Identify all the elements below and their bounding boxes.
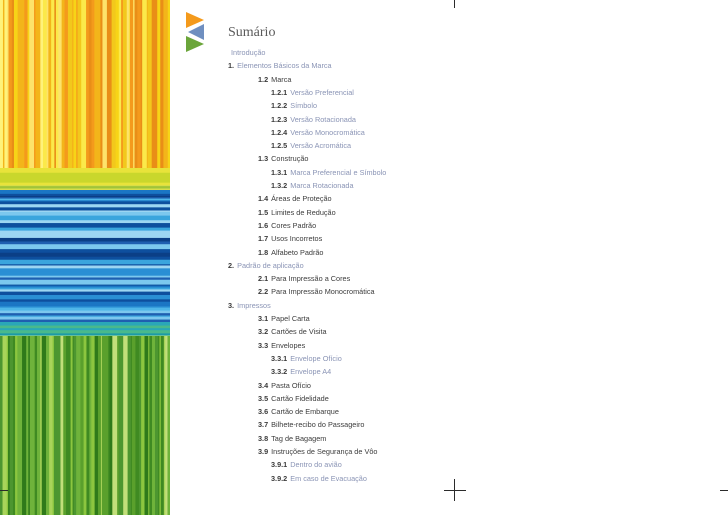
stripe [168,0,170,175]
stripe [0,235,170,239]
toc-entry[interactable] [258,394,329,403]
toc-entry-number: 3.3 [258,340,269,350]
toc-entry-label: Tag de Bagagem [271,433,327,443]
brand-logo-icon [184,10,206,52]
stripe [56,336,61,515]
stripe [46,336,50,515]
toc-entry-number: 1.2.2 [271,101,288,111]
toc-entry-number: 1.3 [258,154,269,164]
table-of-contents [228,24,548,483]
toc-entry-number: 3.4 [258,380,269,390]
toc-entry[interactable] [258,327,327,336]
stripe [9,0,13,175]
toc-entry[interactable] [228,261,304,270]
stripe [49,336,53,515]
stripe [68,0,73,175]
stripe [0,308,170,311]
stripe [0,228,170,231]
toc-entry[interactable] [271,168,386,177]
toc-entry-label: Pasta Ofício [271,380,311,390]
toc-entry[interactable] [258,274,350,283]
toc-entry[interactable] [271,367,331,376]
stripe [0,223,170,228]
stripe [0,231,170,236]
stripe [29,0,34,175]
toc-entry-label: Alfabeto Padrão [271,247,324,257]
stripe [76,336,81,515]
toc-entry-label: Construção [271,154,309,164]
stripe [17,336,22,515]
toc-entry-number: 1.3.2 [271,181,288,190]
stripe [86,336,89,515]
stripe [10,336,14,515]
stripe [148,0,152,175]
toc-entry-label: Versão Acromática [290,141,352,151]
stripe [0,207,170,211]
toc-entry-number: 3.9.2 [271,473,288,483]
toc-entry-label: Para Impressão a Cores [271,274,351,284]
stripe [0,244,170,249]
toc-entry-label: Marca Rotacionada [290,181,354,190]
stripe [123,336,128,515]
stripe [42,336,47,515]
stripe [22,336,27,515]
toc-entry[interactable] [258,248,324,257]
toc-entry-label: Introdução [231,48,266,57]
toc-entry[interactable] [258,221,316,230]
stripe [24,0,28,175]
stripe [66,336,71,515]
crop-mark [444,490,466,491]
stripe [102,336,105,515]
toc-entry-label: Marca Preferencial e Símbolo [290,167,387,177]
toc-entry-number: 3.3.1 [271,353,288,363]
stripe [0,260,170,265]
toc-entry[interactable] [228,48,265,57]
toc-entry[interactable] [258,434,326,443]
toc-entry-number: 1.3.1 [271,167,288,177]
stripe [98,336,101,515]
toc-entry-label: Marca [271,74,292,84]
stripe [3,336,8,515]
toc-entry[interactable] [271,181,354,190]
stripe [18,0,21,175]
toc-entry-label: Envelopes [271,340,306,350]
toc-entry-number: 1.8 [258,247,269,257]
stripe [43,0,47,175]
stripe [0,0,3,175]
toc-entry[interactable] [258,420,364,429]
toc-entry-label: Instruções de Segurança de Vôo [271,447,378,456]
toc-entry-number: 3.2 [258,327,269,337]
toc-entry[interactable] [258,75,291,84]
stripe [145,336,149,515]
toc-entry[interactable] [258,341,305,350]
stripe [0,268,170,272]
toc-entry-number: 2.1 [258,274,269,284]
toc-entry[interactable] [258,208,336,217]
toc-entry[interactable] [258,287,375,296]
crop-mark [454,479,455,501]
toc-entry-label: Versão Preferencial [290,87,354,97]
stripe [0,173,170,177]
toc-entry-label: Versão Monocromática [290,127,365,137]
stripe [62,0,65,175]
stripe [95,336,99,515]
stripe [119,336,124,515]
logo-blue-triangle-icon [188,24,204,40]
toc-entry-number: 3.1 [258,314,269,323]
toc-entry-number: 1.4 [258,194,269,204]
toc-entry-label: Áreas de Proteção [271,194,332,204]
toc-entry-label: Símbolo [290,101,318,111]
stripe [0,265,170,268]
crop-mark [454,0,455,8]
toc-entry[interactable] [228,301,271,310]
stripe [96,0,100,175]
stripe [51,0,55,175]
stripe [81,0,86,175]
toc-entry-number: 1.2 [258,74,269,84]
toc-entry-label: Impressos [237,300,271,310]
stripe [132,336,136,515]
toc-entry-label: Cores Padrão [271,220,317,230]
toc-entry[interactable] [271,354,342,363]
stripe [30,336,35,515]
toc-entry-number: 1.2.3 [271,114,288,124]
stripe [130,0,134,175]
toc-entry[interactable] [271,141,351,150]
toc-entry-number: 3.9 [258,447,269,456]
stripe [0,212,170,216]
stripe [21,0,25,175]
toc-entry-label: Limites de Redução [271,207,336,217]
toc-entry-label: Padrão de aplicação [237,260,304,270]
toc-entry-number: 2.2 [258,287,269,297]
toc-entry[interactable] [258,381,311,390]
toc-entry[interactable] [228,61,332,70]
toc-entry-number: 2. [228,260,235,270]
stripe [152,336,155,515]
stripe [128,336,132,515]
toc-entry-number: 1. [228,61,235,71]
toc-entry-number: 1.6 [258,220,269,230]
stripe [0,295,170,300]
stripe [123,0,127,175]
crop-mark [720,490,728,491]
toc-entry-number: 1.7 [258,234,269,244]
toc-entry[interactable] [258,234,322,243]
toc-entry-label: Papel Carta [271,314,310,323]
stripe [0,280,170,285]
toc-entry[interactable] [258,447,377,456]
stripe [0,257,170,261]
toc-entry-number: 1.2.5 [271,141,288,151]
toc-entry-label: Cartão de Embarque [271,407,339,417]
toc-entry[interactable] [258,314,310,323]
page-title: Sumário [228,25,276,40]
toc-entry-label: Bilhete-recibo do Passageiro [271,420,365,430]
stripe [152,0,156,175]
toc-entry-number: 1.2.4 [271,127,288,137]
toc-entry[interactable] [258,407,339,416]
toc-entry[interactable] [271,115,356,124]
stripe [102,0,107,175]
stripe [36,0,41,175]
stripe [37,336,41,515]
stripe [112,336,117,515]
stripe [163,0,168,175]
stripe [107,0,112,175]
toc-entry-number: 1.2.1 [271,87,288,97]
toc-entry[interactable] [258,154,308,163]
toc-entry-label: Envelope A4 [290,367,332,377]
toc-entry[interactable] [271,88,354,97]
stripe [0,178,170,181]
stripe [142,0,147,175]
stripe [65,0,69,175]
stripe [78,0,82,175]
stripe [112,0,116,175]
stripe [141,336,145,515]
toc-entry-number: 3.7 [258,420,269,430]
stripe [167,336,170,515]
stripe [0,292,170,296]
stripe [14,0,18,175]
toc-entry[interactable] [258,194,332,203]
toc-entry[interactable] [271,474,367,483]
toc-entry-label: Dentro do avião [290,460,342,470]
stripe [116,0,120,175]
stripe [0,249,170,253]
stripe [105,336,109,515]
stripe [0,330,170,334]
stripe [0,238,170,242]
decorative-stripes-panel [0,0,170,515]
stripe [0,302,170,307]
toc-entry-label: Cartão Fidelidade [271,393,329,403]
toc-entry-number: 3.6 [258,407,269,417]
toc-entry-number: 3.5 [258,393,269,403]
crop-mark [0,490,8,491]
toc-entry-number: 3.8 [258,433,269,443]
toc-entry-label: Elementos Básicos da Marca [237,61,332,71]
stripe [155,336,159,515]
toc-entry-label: Em caso de Evacuação [290,473,367,483]
stripe [0,220,170,223]
toc-entry[interactable] [271,460,342,469]
stripe [84,336,87,515]
stripe [0,272,170,276]
toc-entry-number: 3.9.1 [271,460,288,470]
toc-entry[interactable] [271,128,365,137]
toc-entry-label: Para Impressão Monocromática [271,287,375,297]
stripe [137,0,141,175]
toc-entry-label: Versão Rotacionada [290,114,356,124]
stripe [91,336,95,515]
stripe [135,336,139,515]
toc-entry-number: 1.5 [258,207,269,217]
toc-entry-label: Envelope Ofício [290,353,342,363]
toc-entry[interactable] [271,101,317,110]
toc-entry-label: Cartões de Visita [271,327,327,337]
stripe [0,190,170,194]
toc-entry-number: 3.3.2 [271,367,288,377]
stripe [0,216,170,221]
stripe [0,322,170,326]
toc-entry-label: Usos Incorretos [271,234,323,244]
toc-entry-number: 3. [228,300,235,310]
stripe [160,0,164,175]
stripe [80,336,84,515]
stripe [0,253,170,258]
stripe [0,204,170,208]
